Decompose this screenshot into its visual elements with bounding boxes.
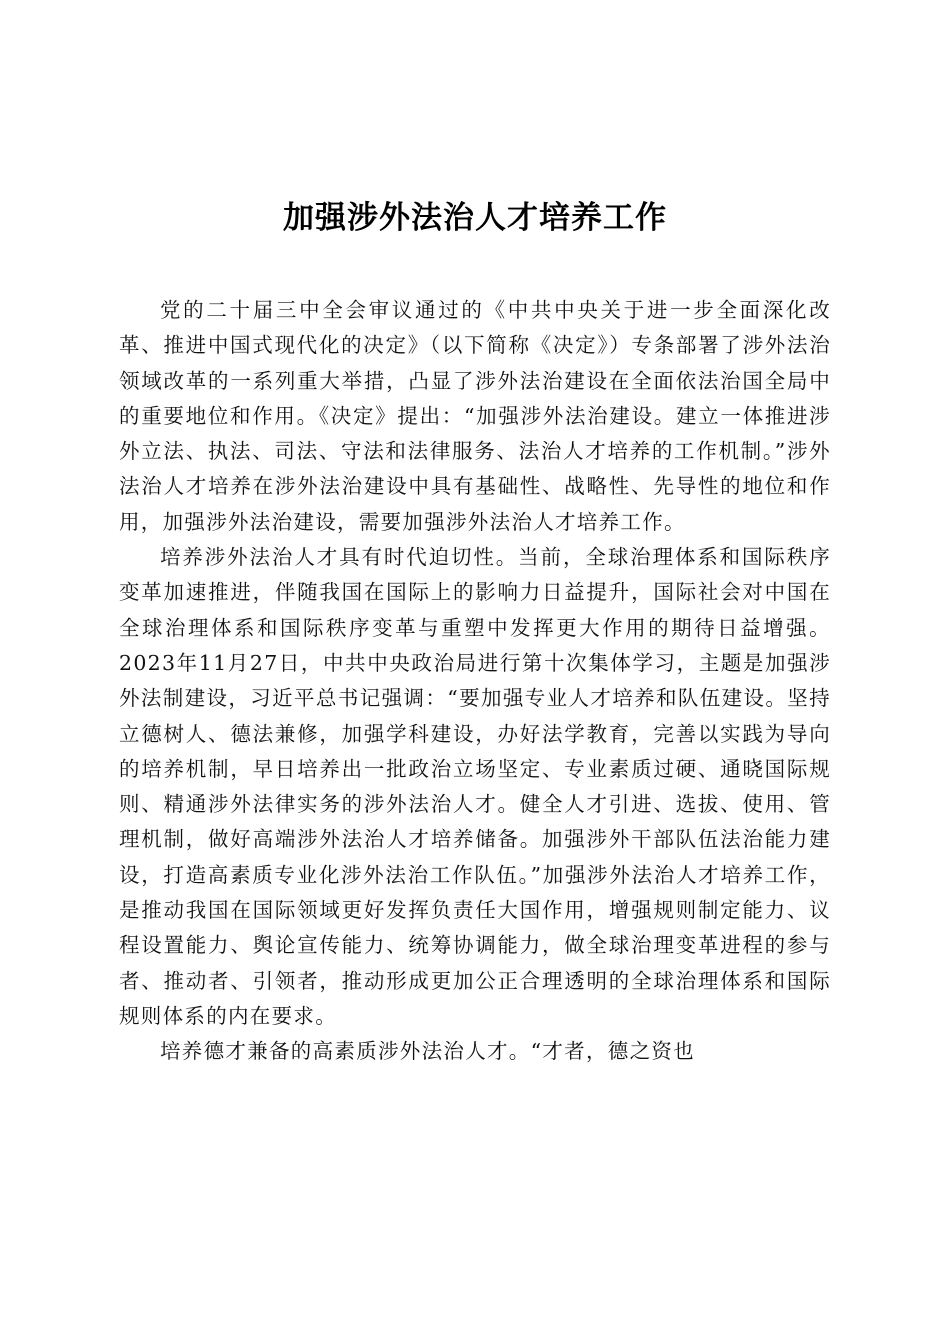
document-body (119, 293, 831, 1070)
paragraph: 培养德才兼备的高素质涉外法治人才。“才者，德之资也 (160, 1039, 695, 1064)
paragraph: 党的二十届三中全会审议通过的《中共中央关于进一步全面深化改革、推进中国式现代化的决定》（以下简称《决定》）专条部署了涉外法治领域改革的一系列重大举措，凸显了涉外法治建设在全面依法治国全局中的重要地位和作用。《决定》提出：“加强涉外法治建设。建立一体推进涉外立法、执法、司法、守法和法律服务、法治人才培养的工作机制。”涉外法治人才培养在涉外法治建设中具有基础性、战略性、先导性的地位和作用，加强涉外法治建设，需要加强涉外法治人才培养工作。 (119, 298, 831, 534)
document-title: 加强涉外法治人才培养工作 (283, 200, 667, 236)
paragraph: 培养涉外法治人才具有时代迫切性。当前，全球治理体系和国际秩序变革加速推进，伴随我国在国际上的影响力日益提升，国际社会对中国在全球治理体系和国际秩序变革与重塑中发挥更大作用的期待日益增强。2023年11月27日，中共中央政治局进行第十次集体学习，主题是加强涉外法制建设，习近平总书记强调：“要加强专业人才培养和队伍建设。坚持立德树人、德法兼修，加强学科建设，办好法学教育，完善以实践为导向的培养机制，早日培养出一批政治立场坚定、专业素质过硬、通晓国际规则、精通涉外法律实务的涉外法治人才。健全人才引进、选拔、使用、管理机制，做好高端涉外法治人才培养储备。加强涉外干部队伍法治能力建设，打造高素质专业化涉外法治工作队伍。”加强涉外法治人才培养工作，是推动我国在国际领域更好发挥负责任大国作用，增强规则制定能力、议程设置能力、舆论宣传能力、统筹协调能力，做全球治理变革进程的参与者、推动者、引领者，推动形成更加公正合理透明的全球治理体系和国际规则体系的内在要求。 (119, 545, 831, 1028)
